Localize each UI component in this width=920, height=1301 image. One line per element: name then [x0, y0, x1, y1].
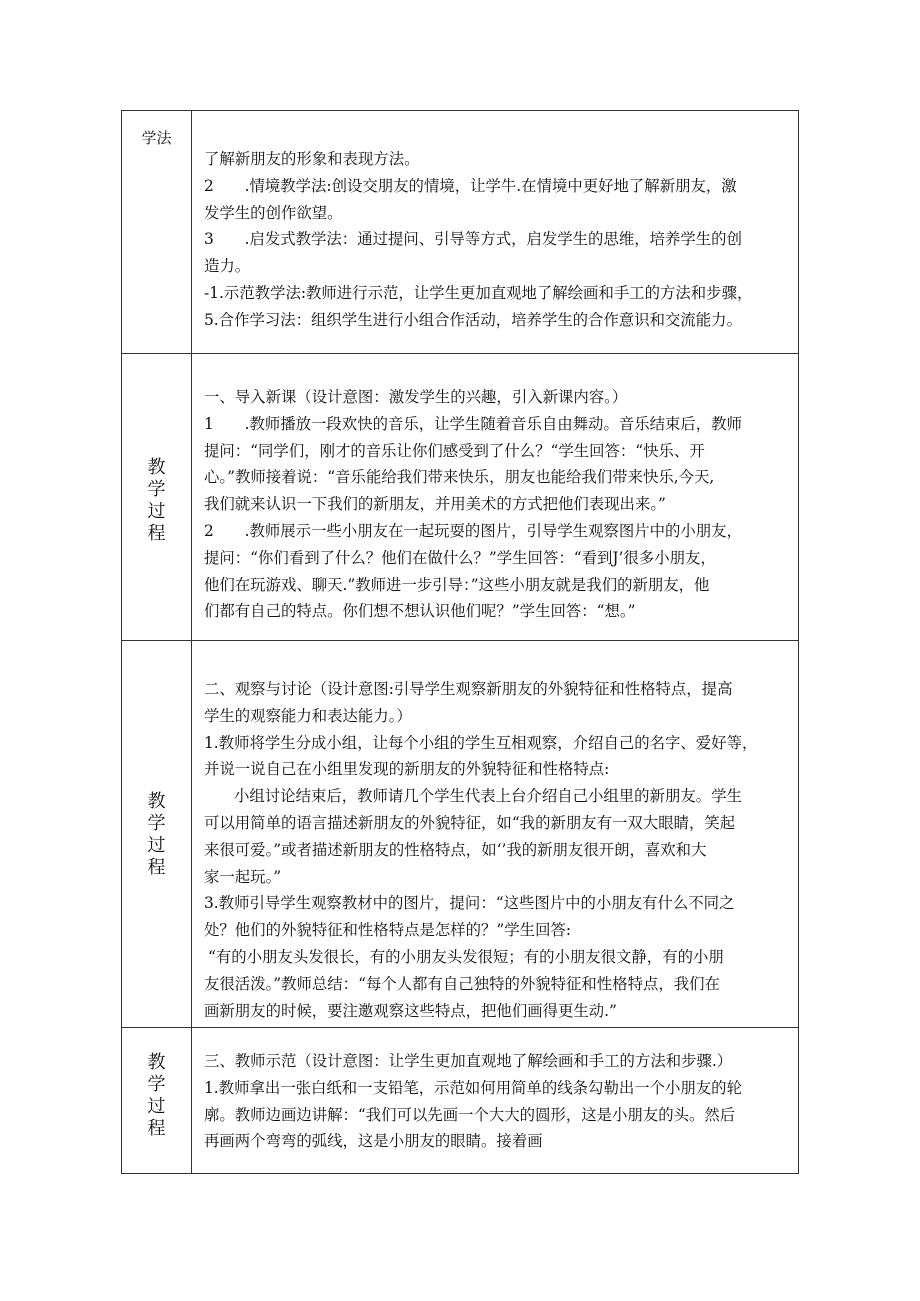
text-line: 来很可爱。”或者描述新朋友的性格特点，如‘’我的新朋友很开朗，喜欢和大	[204, 840, 707, 859]
lesson-plan-table	[121, 110, 799, 1174]
text-line: 造力。	[204, 257, 251, 276]
row-label-cell	[122, 1028, 192, 1174]
text-line: 5.合作学习法：组织学生进行小组合作活动，培养学生的合作意识和交流能力。	[204, 310, 742, 329]
text-line: 我们就来认识一下我们的新朋友，并用美术的方式把他们表现出来。”	[204, 495, 666, 514]
text-line: 们都有自己的特点。你们想不想认识他们呢？”学生回答：“想。”	[204, 602, 636, 621]
text-line: 1.教师拿出一张白纸和一支铅笔，示范如何用简单的线条勾勒出一个小朋友的轮	[204, 1078, 742, 1097]
text-line: 提问：“同学们，刚才的音乐让你们感受到了什么？“学生回答：“快乐、开	[204, 441, 705, 460]
text-line: -1.示范教学法:教师进行示范，让学生更加直观地了解绘画和手工的方法和步骤，	[204, 283, 753, 302]
row-content-cell	[192, 354, 799, 641]
table-row-study-method	[122, 111, 799, 354]
text-line: 1 .教师播放一段欢快的音乐，让学生随着音乐自由舞动。音乐结束后，教师	[204, 414, 742, 433]
text-line: 友很活泼。”教师总结：“每个人都有自己独特的外貌特征和性格特点，我们在	[204, 974, 720, 993]
text-line: 学生的观察能力和表达能力。）	[204, 706, 412, 725]
text-line: 1.教师将学生分成小组，让每个小组的学生互相观察，介绍自己的名字、爱好等，	[204, 733, 758, 752]
text-line: 了解新朋友的形象和表现方法。	[204, 150, 420, 168]
row-label-cell	[122, 111, 192, 354]
row-label: 教学过程	[147, 457, 166, 544]
row-label-cell	[122, 354, 192, 641]
row-label: 教学过程	[147, 1052, 166, 1139]
row-label: 教学过程	[147, 791, 166, 878]
row-label-cell	[122, 641, 192, 1028]
text-line: 3.教师引导学生观察教材中的图片，提问：“这些图片中的小朋友有什么不同之	[204, 894, 735, 913]
text-line: 廓。教师边画边讲解：“我们可以先画一个大大的圆形，这是小朋友的头。然后	[204, 1105, 736, 1124]
text-line: 2 .教师展示一些小朋友在一起玩耍的图片，引导学生观察图片中的小朋友，	[204, 521, 742, 540]
text-line: 发学生的创作欲望。	[204, 203, 343, 222]
text-line: 二、观察与讨论（设计意图:引导学生观察新朋友的外貌特征和性格特点，提高	[204, 680, 733, 698]
row-label: 学法	[141, 129, 172, 147]
row-content-cell	[192, 641, 799, 1028]
row-content-cell	[192, 1028, 799, 1174]
table-row-process-observe	[122, 641, 799, 1028]
text-line: 处？他们的外貌特征和性格特点是怎样的？”学生回答:	[204, 921, 572, 940]
text-line: 2 .情境教学法:创设交朋友的情境，让学牛.在情境中更好地了解新朋友，激	[204, 176, 737, 195]
text-line: 并说一说自己在小组里发现的新朋友的外貌特征和性格特点:	[204, 760, 610, 779]
text-line: 他们在玩游戏、聊天.”教师进一步引导：”这些小朋友就是我们的新朋友，他	[204, 575, 710, 594]
text-line: 可以用简单的语言描述新朋友的外貌特征，如“我的新朋友有一双大眼睛，笑起	[204, 813, 736, 832]
text-line: 小组讨论结束后，教师请几个学生代表上台介绍自己小组里的新朋友。学生	[234, 787, 742, 806]
table-row-process-demo	[122, 1028, 799, 1174]
text-line: 心。”教师接着说：“音乐能给我们带来快乐，朋友也能给我们带来快乐,今天,	[204, 468, 715, 487]
text-line: 3 .启发式教学法：通过提问、引导等方式，启发学生的思维，培养学生的创	[204, 230, 742, 249]
text-line: 提问：“你们看到了什么？他们在做什么？”学生回答：“看到J’很多小朋友，	[204, 548, 716, 567]
text-line: 一、导入新课（设计意图：激发学生的兴趣，引入新课内容。）	[204, 388, 628, 406]
text-line: 再画两个弯弯的弧线，这是小朋友的眼睛。接着画	[204, 1132, 543, 1151]
text-line: “有的小朋友头发很长，有的小朋友头发很短；有的小朋友很文静，有的小朋	[208, 947, 724, 966]
text-line: 画新朋友的时候，要注邀观察这些特点，把他们画得更生动.”	[204, 1001, 617, 1020]
table-row-process-intro	[122, 354, 799, 641]
text-line: 三、教师示范（设计意图：让学生更加直观地了解绘画和手工的方法和步骤.）	[204, 1052, 733, 1070]
row-content-cell	[192, 111, 799, 354]
text-line: 家一起玩。”	[204, 867, 282, 886]
